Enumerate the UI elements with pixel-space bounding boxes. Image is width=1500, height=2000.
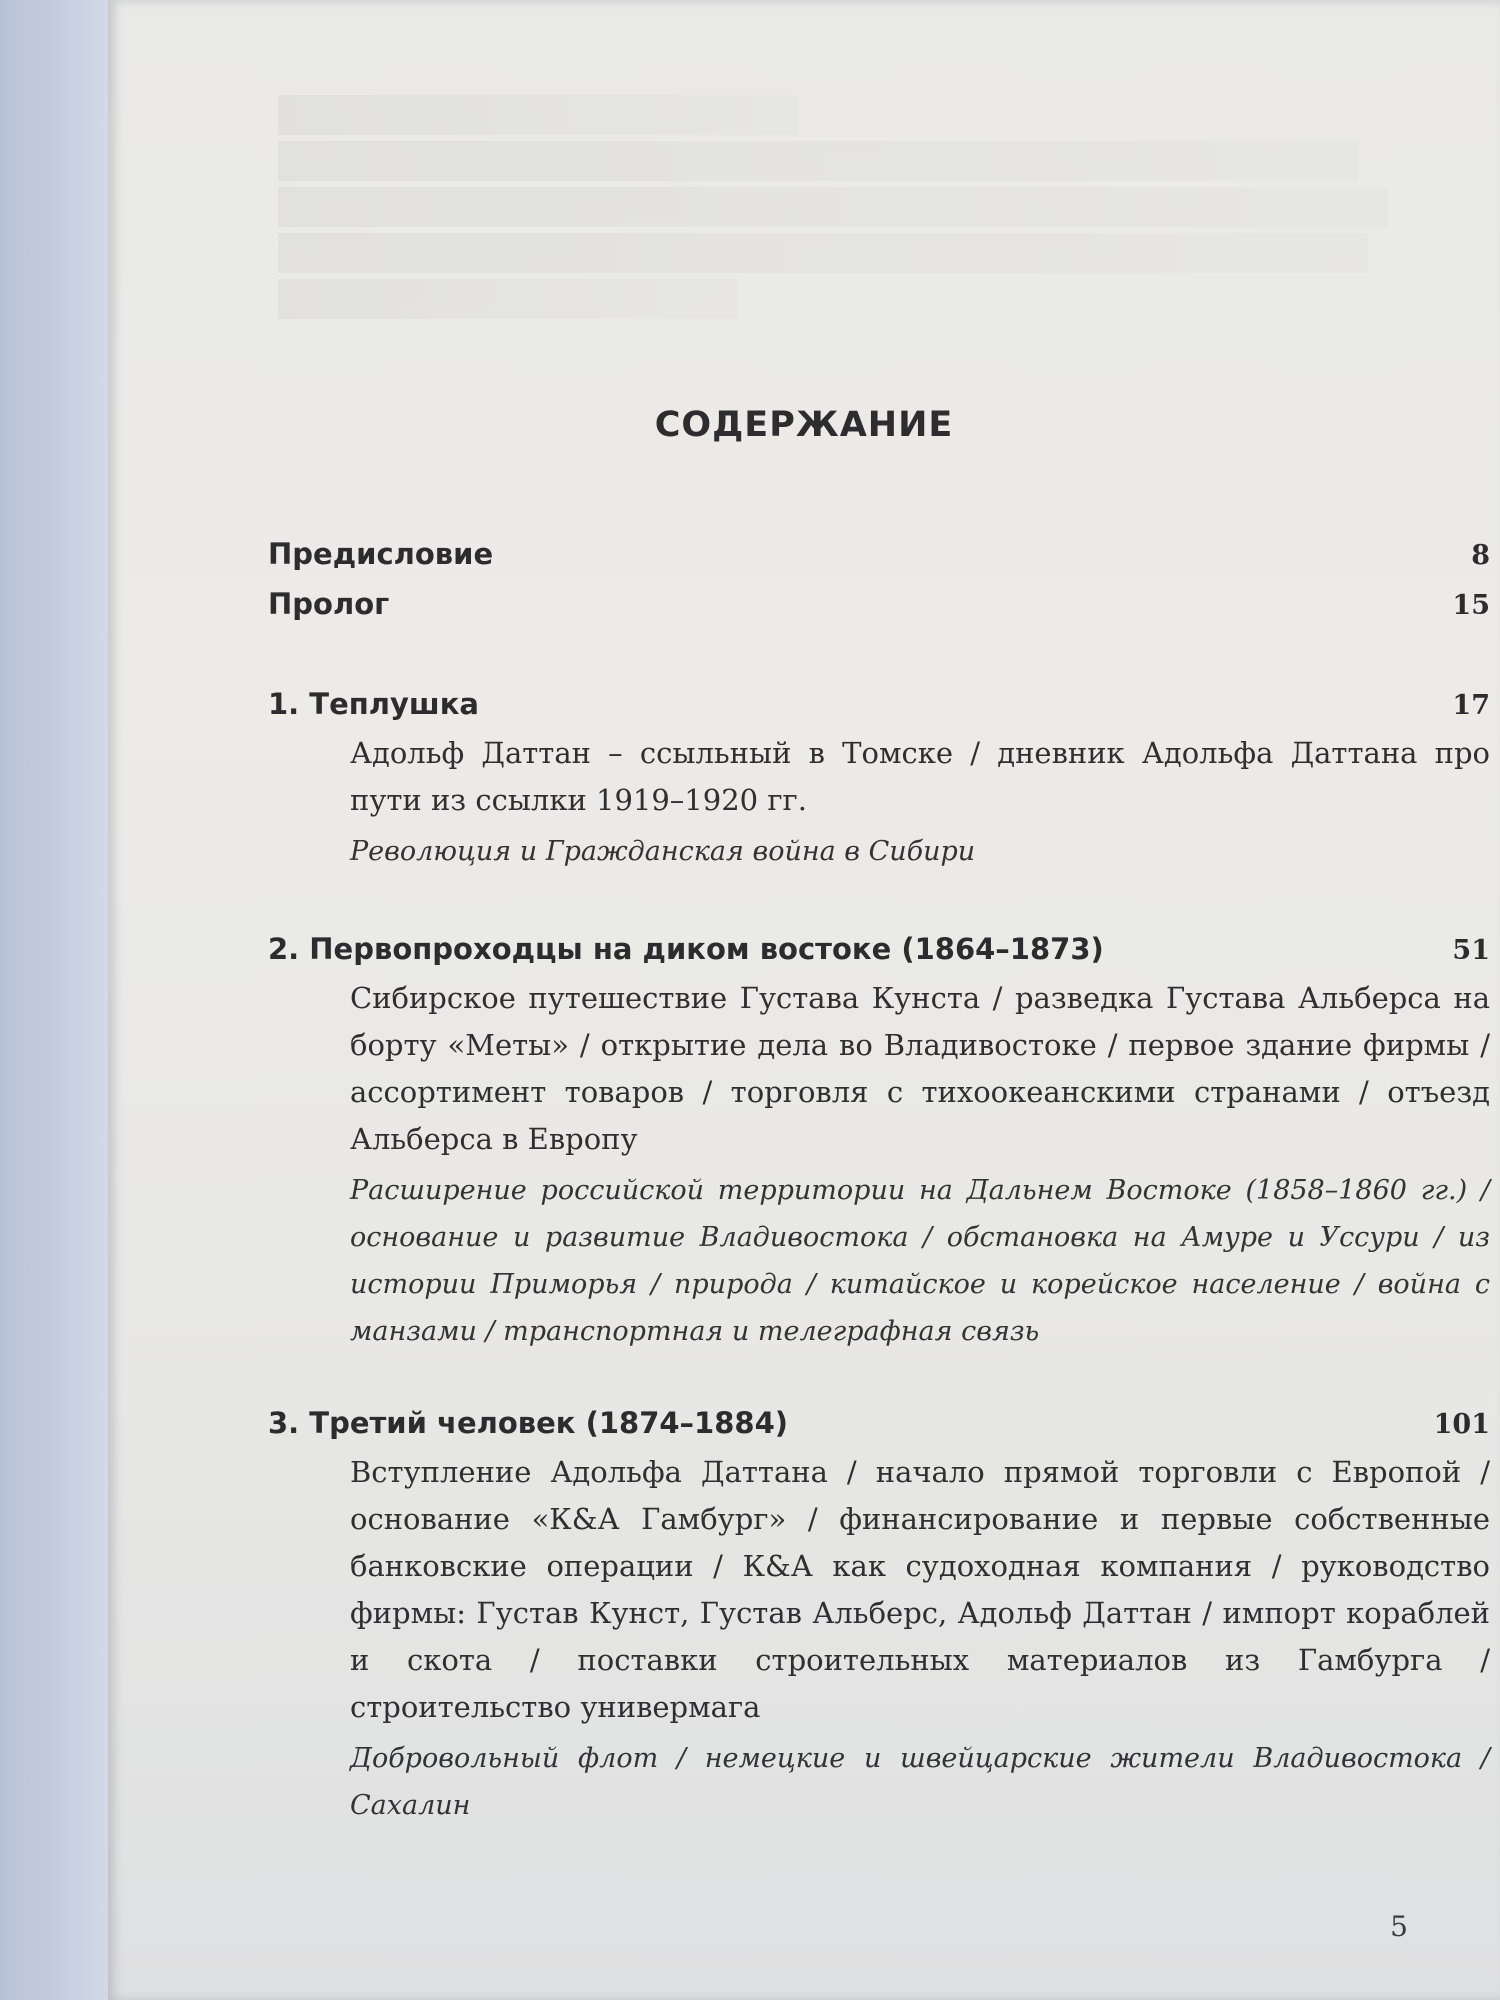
- entry-title: Пролог: [268, 587, 390, 621]
- entry-title: 3. Третий человек (1874–1884): [268, 1406, 789, 1440]
- page-number: 5: [1390, 1910, 1408, 1943]
- chapter-description: Адольф Даттан – ссыльный в Томске / дневник Адольфа Даттана про пути из ссылки 1919–1920 гг.: [350, 736, 1490, 817]
- entry-page-number: 17: [1452, 690, 1490, 721]
- toc-entry-chapter-3: [268, 1399, 1490, 1829]
- toc-entry-prologue: [268, 580, 1490, 630]
- entry-title: 2. Первопроходцы на диком востоке (1864–1873): [268, 932, 1104, 966]
- toc-entry-chapter-2: [268, 925, 1490, 1355]
- adjacent-page-edge: [0, 0, 108, 2000]
- entry-page-number: 8: [1471, 540, 1490, 571]
- entry-title: 1. Теплушка: [268, 687, 479, 721]
- chapter-context: Расширение российской территории на Дальнем Востоке (1858–1860 гг.) / основание и развитие Владивостока / обстановка на Амуре и Уссури / из истории Приморья / природа / китайское и корейское население / война с манзами / транспортная и телеграфная связь: [350, 1175, 1490, 1347]
- book-page: [108, 0, 1500, 2000]
- entry-page-number: 101: [1433, 1409, 1490, 1440]
- entry-page-number: 51: [1452, 935, 1490, 966]
- chapter-description: Вступление Адольфа Даттана / начало прямой торговли с Европой / основание «К&А Гамбург» / финансирование и первые собственные банковские операции / К&А как судоходная компания / руководство фирмы: Густав Кунст, Густав Альберс, Адольф Даттан / импорт кораблей и скота / поставки строительных материалов из Гамбурга / строительство универмага: [350, 1455, 1490, 1724]
- entry-page-number: 15: [1452, 590, 1490, 621]
- chapter-context: Добровольный флот / немецкие и швейцарские жители Владивостока / Сахалин: [350, 1743, 1490, 1821]
- show-through-text: [278, 95, 1428, 325]
- toc-entry-chapter-1: [268, 680, 1490, 875]
- entry-title: Предисловие: [268, 537, 494, 571]
- table-of-contents: [268, 530, 1490, 1829]
- chapter-context: Революция и Гражданская война в Сибири: [350, 836, 976, 867]
- page-title: СОДЕРЖАНИЕ: [654, 405, 954, 445]
- chapter-description: Сибирское путешествие Густава Кунста / разведка Густава Альберса на борту «Меты» / открытие дела во Владивостоке / первое здание фирмы / ассортимент товаров / торговля с тихоокеанскими странами / отъезд Альберса в Европу: [350, 981, 1490, 1156]
- toc-entry-preface: [268, 530, 1490, 580]
